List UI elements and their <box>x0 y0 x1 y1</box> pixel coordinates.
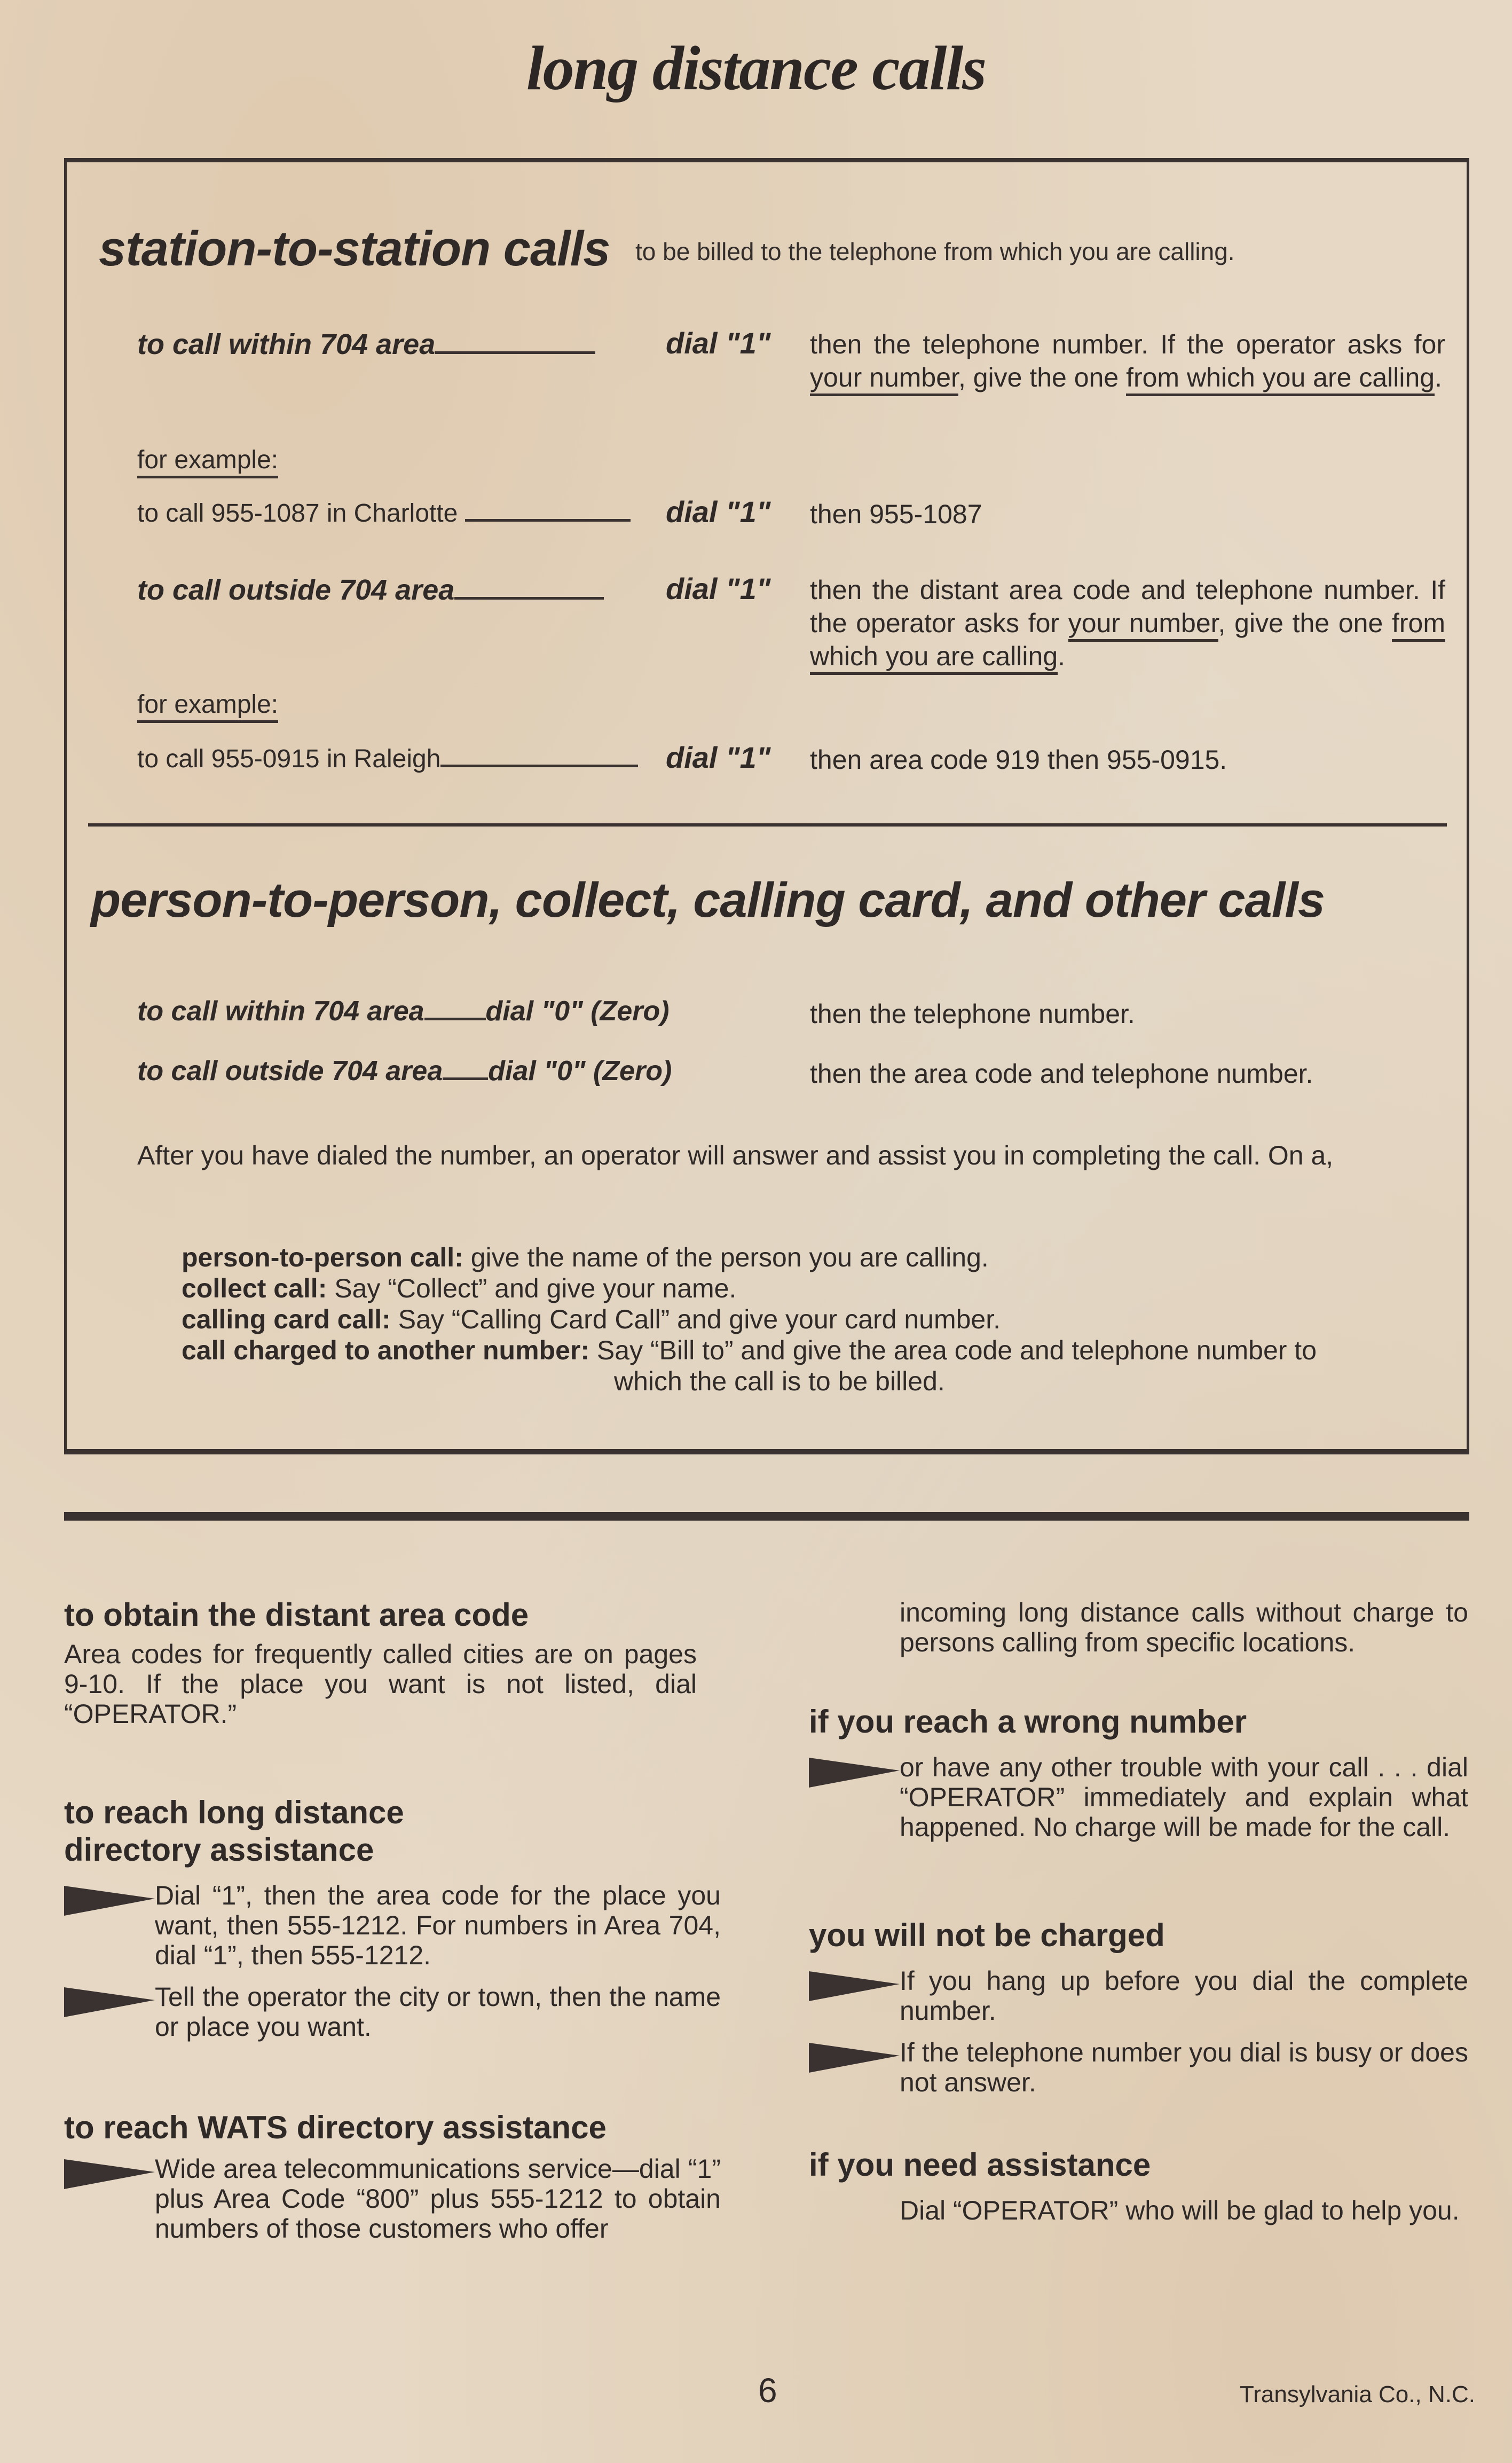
call-type-text: give the name of the person you are calling. <box>463 1242 989 1272</box>
desc-text: , give the one <box>1218 608 1392 638</box>
directory-item-text: Dial “1”, then the area code for the place you want, then 555-1212. For numbers in Area 704, dial “1”, then 555-1212. <box>155 1880 721 1970</box>
wats-heading: to reach WATS directory assistance <box>64 2110 607 2145</box>
not-charged-item <box>809 1966 1468 2026</box>
within-704-label-text: to call within 704 area <box>137 328 436 360</box>
not-charged-section <box>809 1917 1468 2097</box>
from-which-underlined: from which you are calling <box>1126 363 1435 396</box>
op-within-description: then the telephone number. <box>810 999 1135 1029</box>
wats-item-text: Wide area telecommunications service—dial “1” plus Area Code “800” plus 555-1212 to obtain numbers of those customers who offer <box>155 2154 721 2244</box>
outside-704-description <box>810 573 1445 673</box>
desc-text: then the telephone number. If the operator asks for <box>810 329 1445 359</box>
area-code-section <box>64 1596 721 1729</box>
dial-1-instruction: dial "1" <box>666 326 771 360</box>
for-example-label: for example: <box>137 445 278 478</box>
example-charlotte-description: then 955-1087 <box>810 499 982 529</box>
call-type-person-to-person <box>182 1242 1447 1273</box>
call-type-term: call charged to another number: <box>182 1335 590 1365</box>
pennant-arrow-icon <box>809 2041 900 2074</box>
directory-heading-line2: directory assistance <box>64 1832 374 1868</box>
wrong-number-text: or have any other trouble with your call . . . dial “OPERATOR” immediately and explain what happened. No charge will be made for the call. <box>900 1752 1468 1842</box>
call-type-calling-card <box>182 1304 1447 1335</box>
leader-line <box>435 351 595 354</box>
call-type-term: calling card call: <box>182 1304 391 1334</box>
wats-item <box>64 2154 721 2244</box>
pennant-arrow-icon <box>64 1985 155 2018</box>
call-type-bill-to <box>182 1335 1447 1397</box>
wats-section <box>64 2109 721 2244</box>
for-example-label: for example: <box>137 690 278 723</box>
page-title: long distance calls <box>526 33 986 103</box>
directory-item-text: Tell the operator the city or town, then the name or place you want. <box>155 1982 721 2042</box>
directory-assistance-section <box>64 1794 721 2042</box>
example-raleigh <box>137 744 638 774</box>
directory-heading-line1: to reach long distance <box>64 1795 404 1830</box>
thick-divider-rule <box>64 1512 1469 1521</box>
wats-continued <box>900 1598 1468 1657</box>
call-type-term: person-to-person call: <box>182 1242 463 1272</box>
need-assistance-heading: if you need assistance <box>809 2147 1151 2183</box>
example-charlotte-text: to call 955-1087 in Charlotte <box>137 499 458 528</box>
your-number-underlined: your number <box>810 363 958 396</box>
need-assistance-section <box>809 2146 1468 2225</box>
outside-704-label-text: to call outside 704 area <box>137 574 455 606</box>
calling-instructions-box <box>64 158 1469 1454</box>
section-divider <box>88 823 1447 827</box>
leader-line <box>454 596 604 600</box>
area-code-heading: to obtain the distant area code <box>64 1597 529 1633</box>
dial-1-instruction: dial "1" <box>666 495 771 529</box>
leader-line <box>465 518 631 522</box>
call-type-term: collect call: <box>182 1273 327 1303</box>
operator-assist-paragraph: After you have dialed the number, an operator will answer and assist you in completing the call. On a, <box>137 1140 1334 1170</box>
pennant-arrow-icon <box>809 1969 900 2002</box>
wats-continued-text: incoming long distance calls without charge to persons calling from specific locations. <box>900 1598 1468 1657</box>
not-charged-heading: you will not be charged <box>809 1917 1165 1953</box>
call-types-list <box>182 1242 1447 1397</box>
example-charlotte <box>137 499 631 528</box>
call-type-text: Say “Calling Card Call” and give your card number. <box>390 1304 1001 1334</box>
directory-item <box>64 1982 721 2042</box>
leader-line <box>440 764 638 767</box>
call-type-text: Say “Collect” and give your name. <box>327 1273 737 1303</box>
leader-line <box>443 1077 488 1080</box>
station-to-station-heading: station-to-station calls <box>99 222 610 276</box>
not-charged-item-text: If the telephone number you dial is busy or does not answer. <box>900 2037 1468 2097</box>
wrong-number-heading: if you reach a wrong number <box>809 1704 1247 1740</box>
directory-item <box>64 1880 721 1970</box>
desc-text: , give the one <box>958 363 1127 392</box>
area-code-text: Area codes for frequently called cities are on pages 9-10. If the place you want is not listed, dial “OPERATOR.” <box>64 1639 697 1729</box>
op-within-label: to call within 704 area <box>137 996 424 1027</box>
op-within-704-row <box>137 995 670 1027</box>
op-outside-704-row <box>137 1055 672 1087</box>
page-number: 6 <box>758 2371 777 2410</box>
dial-1-instruction: dial "1" <box>666 741 771 774</box>
desc-text: then the distant area code and telephone number. If the operator asks for <box>810 575 1445 638</box>
example-raleigh-text: to call 955-0915 in Raleigh <box>137 745 441 773</box>
desc-text: . <box>1435 363 1442 392</box>
dial-1-instruction: dial "1" <box>666 572 771 605</box>
call-type-text: Say “Bill to” and give the area code and telephone number to <box>589 1335 1317 1365</box>
call-type-continuation: which the call is to be billed. <box>614 1366 945 1396</box>
pennant-arrow-icon <box>64 2157 155 2190</box>
station-to-station-subheading: to be billed to the telephone from which you are calling. <box>635 238 1235 265</box>
example-raleigh-description: then area code 919 then 955-0915. <box>810 745 1227 775</box>
not-charged-item <box>809 2037 1468 2097</box>
from-which-underlined: from which you are calling <box>810 608 1445 675</box>
operator-calls-heading: person-to-person, collect, calling card, and other calls <box>91 873 1325 927</box>
call-type-collect <box>182 1273 1447 1304</box>
dial-0-instruction: dial "0" (Zero) <box>488 1056 672 1087</box>
outside-704-label <box>137 573 604 607</box>
dial-0-instruction: dial "0" (Zero) <box>485 996 670 1027</box>
desc-text: . <box>1058 641 1066 671</box>
pennant-arrow-icon <box>64 1884 155 1917</box>
within-704-description <box>810 328 1445 394</box>
within-704-label <box>137 328 595 361</box>
op-outside-label: to call outside 704 area <box>137 1056 443 1087</box>
not-charged-item-text: If you hang up before you dial the complete number. <box>900 1966 1468 2026</box>
need-assistance-text: Dial “OPERATOR” who will be glad to help you. <box>900 2196 1460 2225</box>
wrong-number-section <box>809 1703 1468 1842</box>
pennant-arrow-icon <box>809 1756 900 1789</box>
wrong-number-item <box>809 1752 1468 1842</box>
leader-line <box>424 1017 486 1020</box>
publisher-footer: Transylvania Co., N.C. <box>1240 2381 1475 2407</box>
your-number-underlined: your number <box>1068 608 1218 642</box>
op-outside-description: then the area code and telephone number. <box>810 1059 1313 1089</box>
